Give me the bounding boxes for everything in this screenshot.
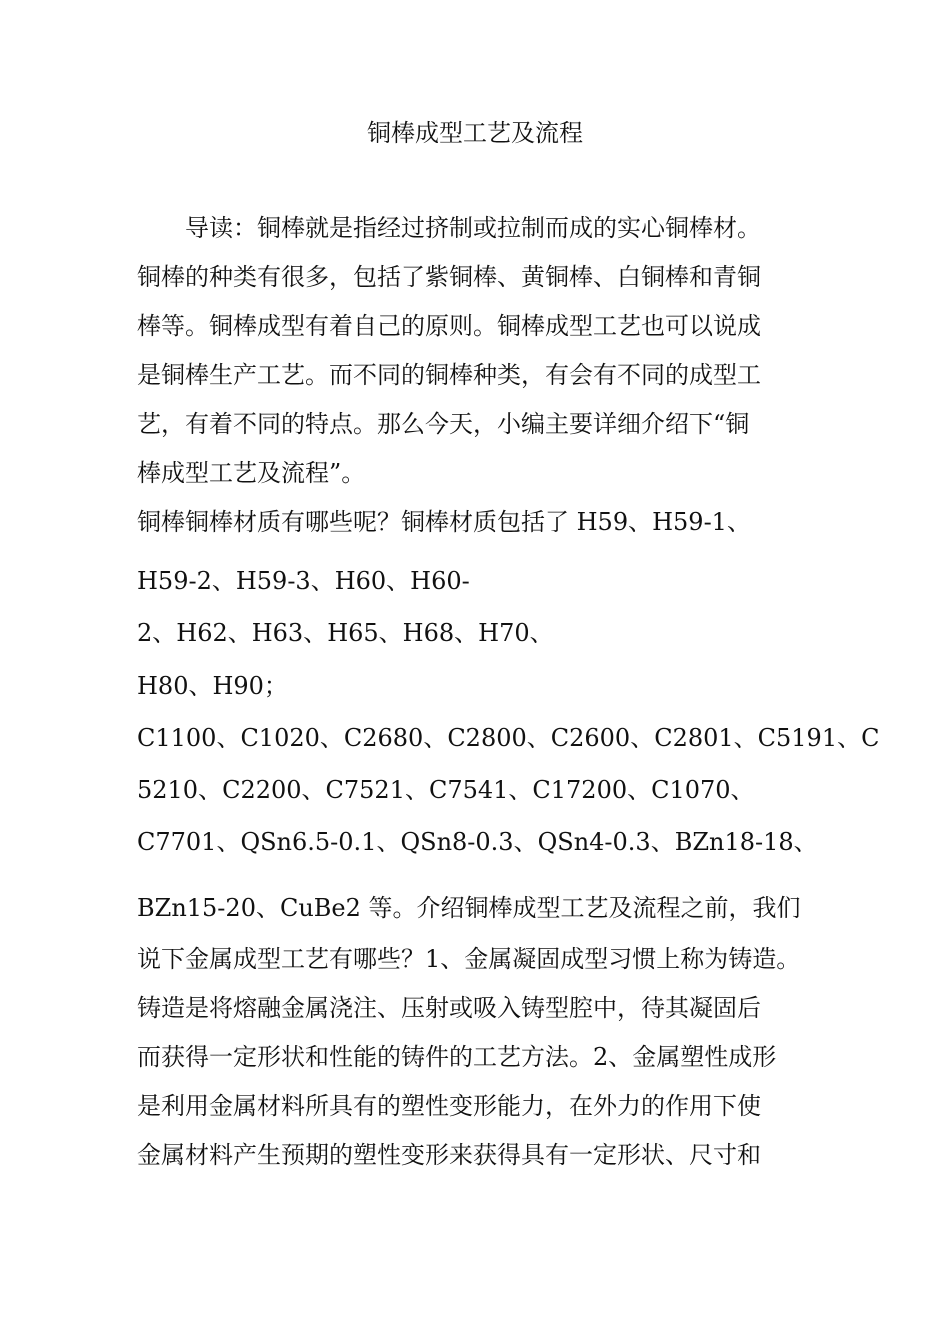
body-line-11: C1100、C1020、C2680、C2800、C2600、C2801、C5191、C — [137, 724, 880, 752]
body-line-9: 2、H62、H63、H65、H68、H70、 — [137, 619, 554, 647]
body-line-18: 是利用金属材料所具有的塑性变形能力，在外力的作用下使 — [137, 1092, 761, 1120]
body-line-7: 铜棒铜棒材质有哪些呢？铜棒材质包括了 H59、H59-1、 — [137, 508, 751, 536]
document-title: 铜棒成型工艺及流程 — [367, 119, 583, 147]
body-line-4: 是铜棒生产工艺。而不同的铜棒种类，有会有不同的成型工 — [137, 361, 761, 389]
body-line-5: 艺，有着不同的特点。那么今天，小编主要详细介绍下“铜 — [137, 410, 750, 438]
body-line-19: 金属材料产生预期的塑性变形来获得具有一定形状、尺寸和 — [137, 1141, 761, 1169]
body-line-8: H59-2、H59-3、H60、H60- — [137, 567, 470, 595]
body-line-15: 说下金属成型工艺有哪些？1、金属凝固成型习惯上称为铸造。 — [137, 945, 801, 973]
body-line-10: H80、H90； — [137, 672, 288, 700]
body-line-16: 铸造是将熔融金属浇注、压射或吸入铸型腔中，待其凝固后 — [137, 994, 761, 1022]
body-line-13: C7701、QSn6.5-0.1、QSn8-0.3、QSn4-0.3、BZn18-18、 — [137, 828, 818, 856]
body-line-6: 棒成型工艺及流程”。 — [137, 459, 366, 487]
body-line-14: BZn15-20、CuBe2 等。介绍铜棒成型工艺及流程之前，我们 — [137, 894, 801, 922]
body-line-12: 5210、C2200、C7521、C7541、C17200、C1070、 — [137, 776, 755, 804]
body-line-2: 铜棒的种类有很多，包括了紫铜棒、黄铜棒、白铜棒和青铜 — [137, 263, 761, 291]
body-line-17: 而获得一定形状和性能的铸件的工艺方法。2、金属塑性成形 — [137, 1043, 777, 1071]
body-line-1: 导读：铜棒就是指经过挤制或拉制而成的实心铜棒材。 — [137, 214, 761, 242]
body-line-3: 棒等。铜棒成型有着自己的原则。铜棒成型工艺也可以说成 — [137, 312, 761, 340]
